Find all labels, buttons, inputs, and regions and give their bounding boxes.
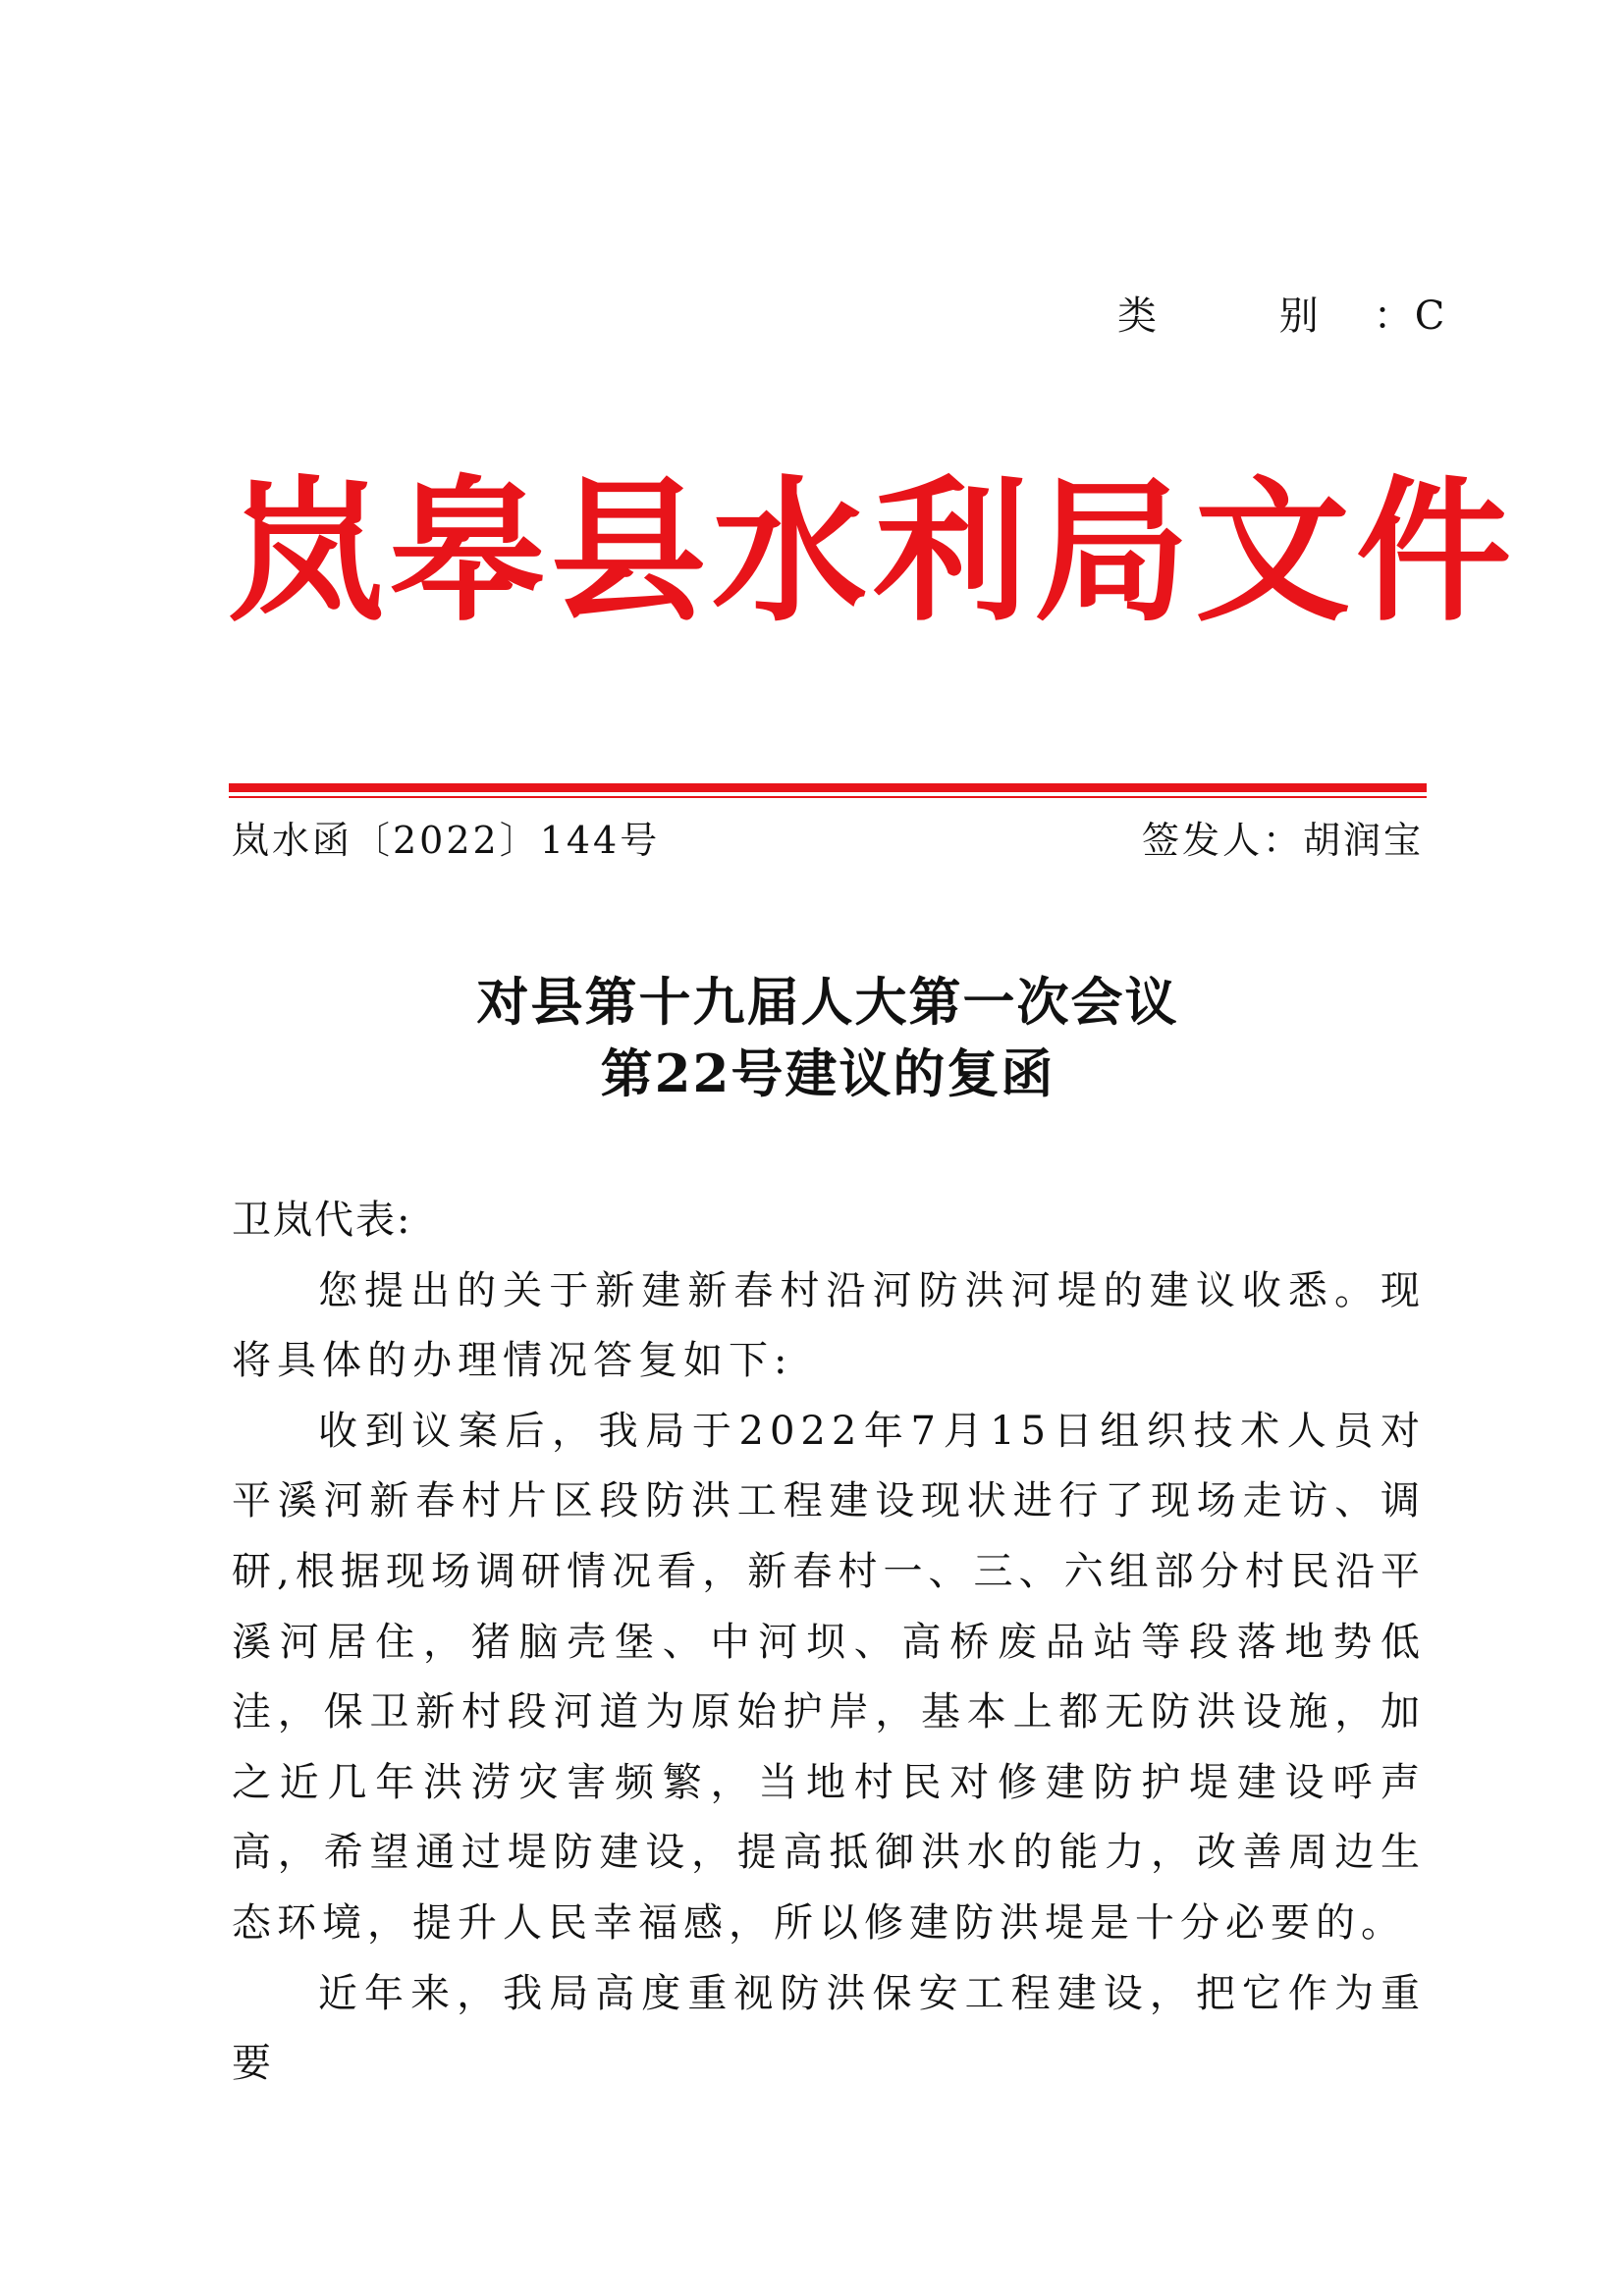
document-meta-row [232,811,1424,870]
category-label-text: 类 别 [1117,294,1374,339]
red-divider-thick [229,783,1427,792]
body-paragraph-3: 近年来，我局高度重视防洪保安工程建设，把它作为重要 [232,1970,1426,2087]
red-divider-thin [229,796,1427,798]
document-body [232,1186,1426,2100]
masthead-title: 岚皋县水利局文件 [229,461,1517,643]
category-value: ：C [1373,294,1447,339]
body-paragraph-1: 您提出的关于新建新春村沿河防洪河堤的建议收悉。现将具体的办理情况答复如下: [232,1267,1426,1384]
document-title [229,967,1427,1110]
body-paragraph-2: 收到议案后，我局于2022年7月15日组织技术人员对平溪河新春村片区段防洪工程建设现状进行了现场走访、调研,根据现场调研情况看，新春村一、三、六组部分村民沿平溪河居住，猪脑壳堡、中河坝、高桥废品站等段落地势低洼，保卫新村段河道为原始护岸，基本上都无防洪设施，加之近几年洪涝灾害频繁，当地村民对修建防护堤建设呼声高，希望通过堤防建设，提高抵御洪水的能力，改善周边生态环境，提升人民幸福感，所以修建防洪堤是十分必要的。 [232,1408,1426,1946]
category-label [1117,285,1446,341]
document-number: 岚水函〔2022〕144号 [232,819,661,862]
document-title-line-2: 第22号建议的复函 [600,1043,1056,1104]
issuer-signature: 签发人：胡润宝 [1141,819,1424,862]
salutation: 卫岚代表: [232,1198,412,1243]
document-title-line-1: 对县第十九届人大第一次会议 [476,972,1179,1033]
